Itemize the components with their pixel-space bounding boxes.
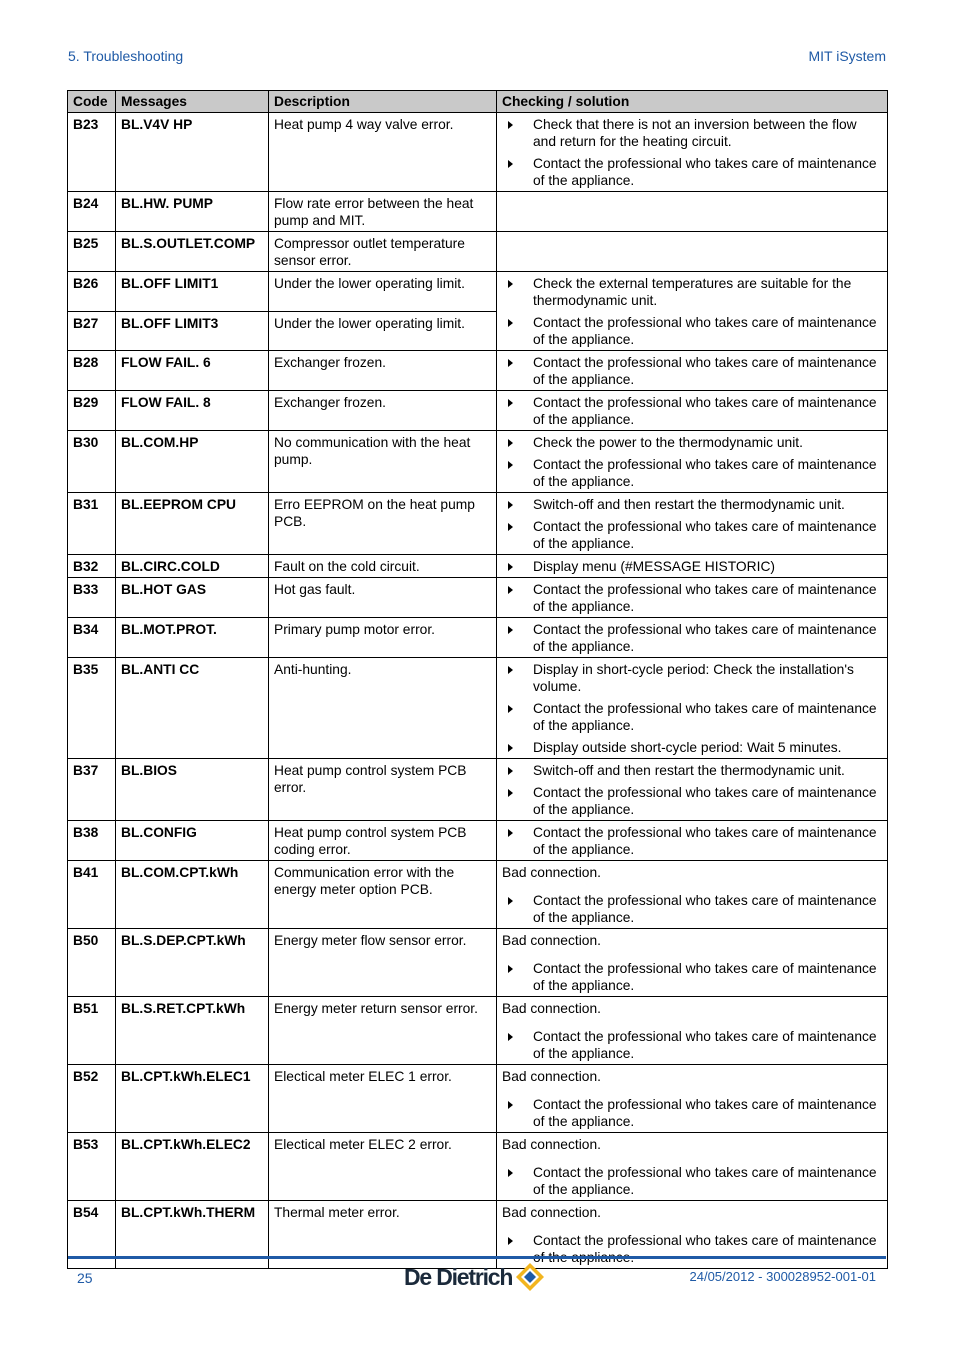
fault-description: Under the lower operating limit. <box>269 272 497 312</box>
solution-item: Contact the professional who takes care of maintenance of the appliance. <box>502 518 882 552</box>
fault-message: BL.CPT.kWh.ELEC1 <box>116 1065 269 1133</box>
troubleshooting-table <box>67 90 888 1269</box>
fault-code: B38 <box>68 821 116 861</box>
solution-list <box>502 661 882 756</box>
fault-message: BL.S.OUTLET.COMP <box>116 232 269 272</box>
fault-solution <box>497 192 888 232</box>
table-row <box>68 431 888 493</box>
solution-item: Contact the professional who takes care of maintenance of the appliance. <box>502 314 882 348</box>
fault-code: B54 <box>68 1201 116 1269</box>
fault-solution <box>497 658 888 759</box>
solution-list <box>502 394 882 428</box>
table-row <box>68 658 888 759</box>
fault-description: Flow rate error between the heat pump and MIT. <box>269 192 497 232</box>
solution-note: Bad connection. <box>502 1137 601 1152</box>
solution-list <box>502 1232 882 1266</box>
solution-item: Contact the professional who takes care of maintenance of the appliance. <box>502 700 882 734</box>
brand-logo <box>404 1262 545 1292</box>
table-row <box>68 113 888 192</box>
solution-note: Bad connection. <box>502 1001 601 1016</box>
solution-note: Bad connection. <box>502 1069 601 1084</box>
fault-message: BL.OFF LIMIT3 <box>116 311 269 351</box>
solution-item: Display menu (#MESSAGE HISTORIC) <box>502 558 882 575</box>
fault-message: BL.CONFIG <box>116 821 269 861</box>
fault-message: BL.CPT.kWh.THERM <box>116 1201 269 1269</box>
fault-description: Energy meter return sensor error. <box>269 997 497 1065</box>
solution-item: Display in short-cycle period: Check the installation's volume. <box>502 661 882 695</box>
fault-message: BL.S.DEP.CPT.kWh <box>116 929 269 997</box>
fault-message: BL.BIOS <box>116 759 269 821</box>
solution-item: Display outside short-cycle period: Wait 5 minutes. <box>502 739 882 756</box>
fault-description: Heat pump control system PCB coding error. <box>269 821 497 861</box>
fault-code: B27 <box>68 311 116 351</box>
table-row <box>68 861 888 929</box>
solution-list <box>502 621 882 655</box>
fault-code: B52 <box>68 1065 116 1133</box>
solution-item: Contact the professional who takes care of maintenance of the appliance. <box>502 155 882 189</box>
table-row <box>68 232 888 272</box>
column-header-code: Code <box>68 91 116 113</box>
brand-name: De Dietrich <box>404 1263 513 1290</box>
solution-item: Contact the professional who takes care of maintenance of the appliance. <box>502 1164 882 1198</box>
fault-message: BL.CPT.kWh.ELEC2 <box>116 1133 269 1201</box>
fault-description: Thermal meter error. <box>269 1201 497 1269</box>
table-row <box>68 578 888 618</box>
table-row <box>68 272 888 312</box>
table-row <box>68 1133 888 1201</box>
solution-item: Contact the professional who takes care of maintenance of the appliance. <box>502 581 882 615</box>
fault-description: Exchanger frozen. <box>269 391 497 431</box>
fault-solution <box>497 1133 888 1201</box>
fault-solution <box>497 493 888 555</box>
fault-description: Anti-hunting. <box>269 658 497 759</box>
table-row <box>68 555 888 578</box>
solution-item: Contact the professional who takes care of maintenance of the appliance. <box>502 621 882 655</box>
fault-message: FLOW FAIL. 6 <box>116 351 269 391</box>
fault-description: Under the lower operating limit. <box>269 311 497 351</box>
fault-message: BL.COM.CPT.kWh <box>116 861 269 929</box>
solution-note: Bad connection. <box>502 865 601 880</box>
table-row <box>68 192 888 232</box>
fault-description: Electical meter ELEC 1 error. <box>269 1065 497 1133</box>
fault-solution <box>497 351 888 391</box>
fault-message: FLOW FAIL. 8 <box>116 391 269 431</box>
fault-code: B35 <box>68 658 116 759</box>
fault-code: B23 <box>68 113 116 192</box>
fault-code: B30 <box>68 431 116 493</box>
fault-message: BL.CIRC.COLD <box>116 555 269 578</box>
solution-list <box>502 762 882 818</box>
solution-item: Contact the professional who takes care of maintenance of the appliance. <box>502 824 882 858</box>
fault-description: Heat pump control system PCB error. <box>269 759 497 821</box>
solution-list <box>502 960 882 994</box>
solution-list <box>502 434 882 490</box>
fault-code: B34 <box>68 618 116 658</box>
diamond-logo-icon <box>515 1262 545 1292</box>
fault-message: BL.COM.HP <box>116 431 269 493</box>
fault-solution <box>497 555 888 578</box>
solution-list <box>502 581 882 615</box>
fault-solution <box>497 997 888 1065</box>
fault-solution <box>497 929 888 997</box>
section-title: 5. Troubleshooting <box>68 48 184 64</box>
solution-item: Contact the professional who takes care of maintenance of the appliance. <box>502 960 882 994</box>
column-header-messages: Messages <box>116 91 269 113</box>
fault-description: Electical meter ELEC 2 error. <box>269 1133 497 1201</box>
fault-message: BL.HW. PUMP <box>116 192 269 232</box>
solution-item: Check the external temperatures are suitable for the thermodynamic unit. <box>502 275 882 309</box>
fault-code: B41 <box>68 861 116 929</box>
fault-solution <box>497 232 888 272</box>
table-row <box>68 821 888 861</box>
table-row <box>68 493 888 555</box>
solution-item: Contact the professional who takes care of maintenance <box>502 1232 882 1266</box>
solution-item: Switch-off and then restart the thermodynamic unit. <box>502 496 882 513</box>
fault-code: B26 <box>68 272 116 312</box>
fault-solution <box>497 391 888 431</box>
fault-solution <box>497 821 888 861</box>
fault-description: Energy meter flow sensor error. <box>269 929 497 997</box>
fault-description: Heat pump 4 way valve error. <box>269 113 497 192</box>
solution-list <box>502 116 882 189</box>
table-row <box>68 929 888 997</box>
fault-code: B29 <box>68 391 116 431</box>
fault-description: Communication error with the energy meter option PCB. <box>269 861 497 929</box>
fault-message: BL.OFF LIMIT1 <box>116 272 269 312</box>
solution-note: Bad connection. <box>502 933 601 948</box>
solution-note: Bad connection. <box>502 1205 601 1220</box>
fault-solution <box>497 618 888 658</box>
fault-code: B53 <box>68 1133 116 1201</box>
fault-message: BL.EEPROM CPU <box>116 493 269 555</box>
solution-item: Check the power to the thermodynamic unit. <box>502 434 882 451</box>
fault-code: B37 <box>68 759 116 821</box>
table-row <box>68 759 888 821</box>
solution-item: Contact the professional who takes care of maintenance of the appliance. <box>502 1028 882 1062</box>
column-header-solution: Checking / solution <box>497 91 888 113</box>
table-row <box>68 618 888 658</box>
fault-code: B24 <box>68 192 116 232</box>
solution-item: Check that there is not an inversion between the flow and return for the heating circuit. <box>502 116 882 150</box>
fault-solution <box>497 113 888 192</box>
fault-solution <box>497 861 888 929</box>
page-number: 25 <box>77 1270 93 1286</box>
footer-divider <box>68 1256 886 1259</box>
solution-list <box>502 354 882 388</box>
solution-item: Switch-off and then restart the thermodynamic unit. <box>502 762 882 779</box>
solution-item: Contact the professional who takes care of maintenance of the appliance. <box>502 892 882 926</box>
fault-solution <box>497 578 888 618</box>
fault-description: No communication with the heat pump. <box>269 431 497 493</box>
solution-list <box>502 496 882 552</box>
fault-code: B51 <box>68 997 116 1065</box>
fault-code: B33 <box>68 578 116 618</box>
solution-list <box>502 1096 882 1130</box>
fault-code: B50 <box>68 929 116 997</box>
solution-list <box>502 892 882 926</box>
solution-list <box>502 1028 882 1062</box>
fault-message: BL.MOT.PROT. <box>116 618 269 658</box>
solution-item: Contact the professional who takes care of maintenance of the appliance. <box>502 456 882 490</box>
fault-description: Primary pump motor error. <box>269 618 497 658</box>
fault-message: BL.V4V HP <box>116 113 269 192</box>
table-row <box>68 351 888 391</box>
fault-description: Exchanger frozen. <box>269 351 497 391</box>
fault-description: Erro EEPROM on the heat pump PCB. <box>269 493 497 555</box>
fault-code: B28 <box>68 351 116 391</box>
solution-item: Contact the professional who takes care of maintenance of the appliance. <box>502 1096 882 1130</box>
fault-description: Fault on the cold circuit. <box>269 555 497 578</box>
product-name: MIT iSystem <box>808 48 886 64</box>
fault-code: B32 <box>68 555 116 578</box>
fault-message: BL.HOT GAS <box>116 578 269 618</box>
solution-item: Contact the professional who takes care of maintenance of the appliance. <box>502 784 882 818</box>
solution-list <box>502 558 882 575</box>
table-header-row <box>68 91 888 113</box>
fault-description: Hot gas fault. <box>269 578 497 618</box>
column-header-description: Description <box>269 91 497 113</box>
table-row <box>68 391 888 431</box>
solution-item: Contact the professional who takes care of maintenance of the appliance. <box>502 394 882 428</box>
table-row <box>68 997 888 1065</box>
table-row <box>68 1065 888 1133</box>
fault-message: BL.S.RET.CPT.kWh <box>116 997 269 1065</box>
fault-solution <box>497 431 888 493</box>
fault-solution <box>497 1065 888 1133</box>
document-reference: 24/05/2012 - 300028952-001-01 <box>689 1269 876 1284</box>
solution-item: Contact the professional who takes care of maintenance of the appliance. <box>502 354 882 388</box>
fault-message: BL.ANTI CC <box>116 658 269 759</box>
solution-list <box>502 824 882 858</box>
fault-description: Compressor outlet temperature sensor error. <box>269 232 497 272</box>
fault-solution <box>497 759 888 821</box>
fault-code: B25 <box>68 232 116 272</box>
fault-code: B31 <box>68 493 116 555</box>
fault-solution <box>497 272 888 351</box>
solution-list <box>502 275 882 348</box>
solution-list <box>502 1164 882 1198</box>
